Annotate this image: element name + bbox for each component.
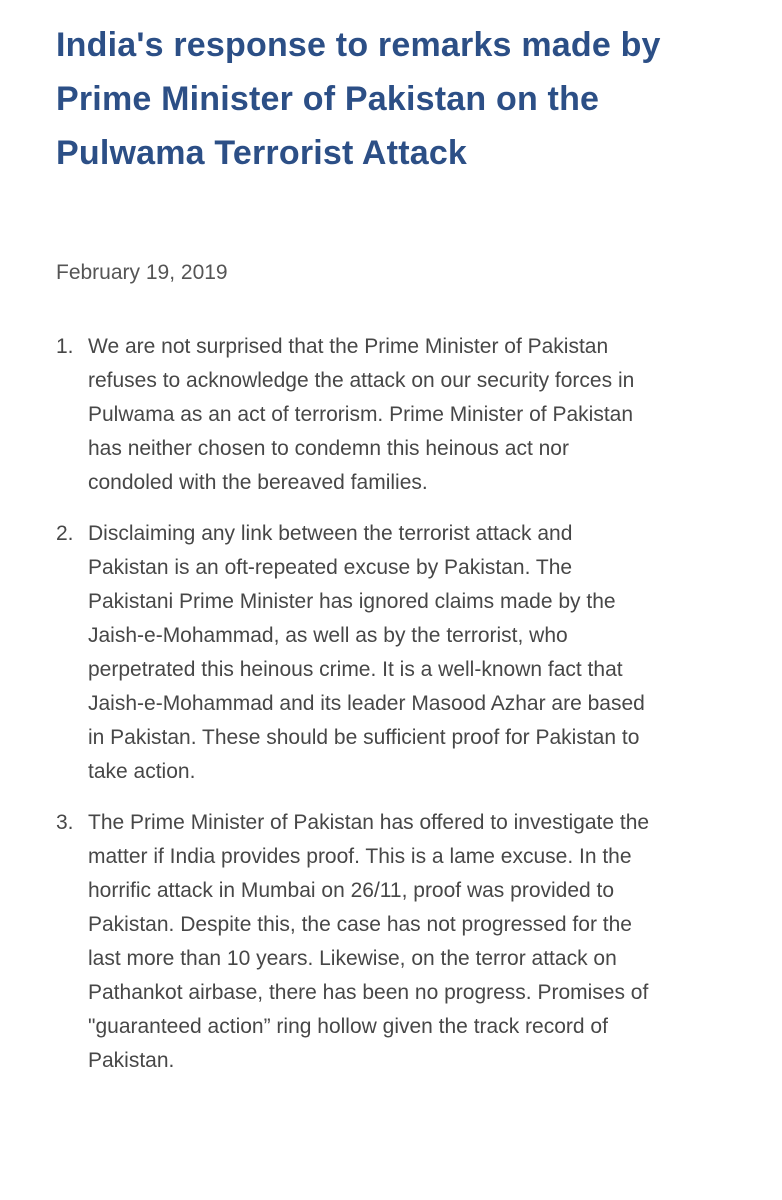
statement-text: We are not surprised that the Prime Minister of Pakistan refuses to acknowledge the attack on our security forces in Pulwama as an act of terrorism. Prime Minister of Pakistan has neither chosen to condemn this heinous act nor condoled with the bereaved families.	[88, 335, 635, 494]
page-title: India's response to remarks made by Prime Minister of Pakistan on the Pulwama Terrorist Attack	[56, 26, 661, 172]
statement-item-3	[56, 806, 656, 1078]
statement-number: 2.	[56, 522, 74, 545]
statement-number: 3.	[56, 811, 74, 834]
publication-date: February 19, 2019	[56, 261, 228, 284]
statement-list	[56, 330, 656, 1078]
statement-item-2	[56, 517, 656, 789]
statement-item-1	[56, 330, 656, 500]
statement-text: Disclaiming any link between the terrorist attack and Pakistan is an oft-repeated excuse by Pakistan. The Pakistani Prime Minister has ignored claims made by the Jaish-e-Mohammad, as well as by the terrorist, who perpetrated this heinous crime. It is a well-known fact that Jaish-e-Mohammad and its leader Masood Azhar are based in Pakistan. These should be sufficient proof for Pakistan to take action.	[88, 522, 645, 783]
statement-text: The Prime Minister of Pakistan has offered to investigate the matter if India provides proof. This is a lame excuse. In the horrific attack in Mumbai on 26/11, proof was provided to Pakistan. Despite this, the case has not progressed for the last more than 10 years. Likewise, on the terror attack on Pathankot airbase, there has been no progress. Promises of "guaranteed action” ring hollow given the track record of Pakistan.	[88, 811, 650, 1072]
statement-number: 1.	[56, 335, 74, 358]
